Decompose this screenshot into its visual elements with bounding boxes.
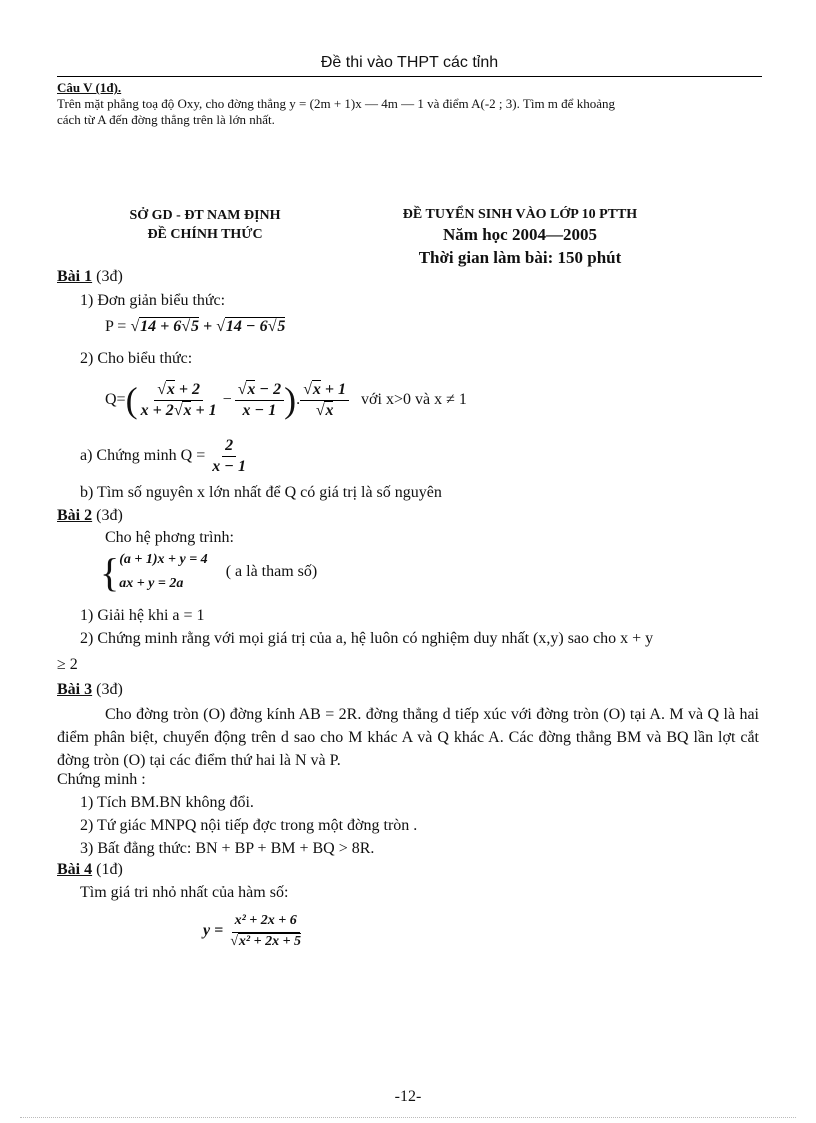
bai1-q2: 2) Cho biểu thức: [80, 350, 193, 367]
bai1-points: (3đ) [92, 268, 123, 285]
q-dot: . [296, 391, 301, 408]
header-rule [57, 76, 762, 77]
system-equations [119, 548, 207, 596]
q-prefix: Q= [105, 391, 126, 408]
q-minus: − [222, 391, 232, 408]
q-frac-2: $\frac{√x - 2}{x - 1}$ [235, 381, 284, 420]
exam-time: Thời gian làm bài: 150 phút [418, 248, 622, 267]
bai1-heading [57, 268, 123, 286]
cau5-line1: Trên mặt phẳng toạ độ Oxy, cho đờng thẳng y = (2m + 1)x — 4m — 1 và điểm A(-2 ; 3). Tìm m để khoảng [57, 96, 615, 111]
exam-official: ĐỀ CHÍNH THỨC [147, 227, 263, 242]
bai1-q1: 1) Đơn giản biểu thức: [80, 292, 226, 309]
y-prefix: y = [203, 922, 224, 939]
bai3-q3: 3) Bất đẳng thức: BN + BP + BM + BQ > 8R. [80, 840, 375, 857]
bai4-function [203, 906, 304, 956]
bai2-label: Bài 2 [57, 507, 93, 524]
bai1-p-expression [105, 318, 285, 336]
bai4-label: Bài 4 [57, 861, 93, 878]
exam-left-header [100, 206, 310, 244]
footer-dotted-line [20, 1117, 796, 1118]
bai2-q2: 2) Chứng minh rằng với mọi giá trị của a, hệ luôn có nghiệm duy nhất (x,y) sao cho x + y [80, 630, 654, 647]
bai4-points: (1đ) [92, 861, 123, 878]
bai4-heading [57, 861, 123, 879]
bai1-qa [80, 434, 249, 478]
page-header-title: Đề thi vào THPT các tỉnh [320, 54, 499, 71]
bai1-label: Bài 1 [57, 268, 93, 285]
q-frac-1: $\frac{√x + 2}{x + 2√x + 1}$ [140, 380, 217, 419]
qa-prefix: a) Chứng minh Q = [80, 447, 206, 464]
bai2-q1: 1) Giải hệ khi a = 1 [80, 607, 205, 624]
bai3-heading [57, 681, 123, 699]
qa-fraction: $\frac{2}{x - 1}$ [212, 436, 246, 475]
bai2-heading [57, 507, 123, 525]
cau5-label: Câu V (1đ). [57, 80, 122, 95]
bai3-q1: 1) Tích BM.BN không đổi. [80, 794, 254, 811]
bai1-q-expression: Q= ( $\frac{√x + 2}{x + 2√x + 1}$ − $\frac{√x - 2}{x - 1}$ ) . $\frac{√x + 1}{√x}$ với x>0 và x ≠ 1 [105, 380, 467, 420]
q-condition: với x>0 và x ≠ 1 [361, 391, 467, 408]
cau5-line2: cách từ A đến đờng thẳng trên là lớn nhất. [57, 112, 275, 127]
bai3-points: (3đ) [92, 681, 123, 698]
y-fraction [227, 913, 304, 950]
page-number: -12- [394, 1088, 422, 1105]
bai3-q2: 2) Tứ giác MNPQ nội tiếp đợc trong một đờng tròn . [80, 817, 418, 834]
system-brace: { [100, 549, 120, 595]
bai2-points: (3đ) [92, 507, 123, 524]
q-frac-3: $\frac{√x + 1}{√x}$ [300, 381, 349, 420]
system-param: ( a là tham số) [225, 563, 318, 580]
system-eq2: ax + y = 2a [119, 576, 184, 591]
p-prefix: P = [105, 318, 127, 335]
exam-right-header [360, 206, 680, 270]
bai2-intro: Cho hệ phơng trình: [105, 529, 234, 546]
exam-year: Năm học 2004—2005 [443, 225, 597, 244]
bai3-label: Bài 3 [57, 681, 93, 698]
bai1-qb: b) Tìm số nguyên x lớn nhất để Q có giá trị là số nguyên [80, 484, 442, 501]
exam-dept: SỞ GD - ĐT NAM ĐỊNH [129, 208, 281, 223]
cau5-section [57, 80, 762, 128]
bai2-system [100, 548, 317, 596]
y-numerator: x² + 2x + 6 [232, 913, 300, 933]
bai3-prove: Chứng minh : [57, 771, 146, 788]
system-eq1: (a + 1)x + y = 4 [119, 552, 208, 567]
p-root-2: √14 − 6√5 [216, 318, 286, 335]
exam-title: ĐỀ TUYỂN SINH VÀO LỚP 10 PTTH [402, 207, 638, 222]
p-plus: + [203, 318, 213, 335]
bai3-text: Cho đờng tròn (O) đờng kính AB = 2R. đờng thẳng d tiếp xúc với đờng tròn (O) tại A. M và Q là hai điểm phân biệt, chuyển động trên d sao cho M khác A và Q khác A. Các đờng thẳng BM và BQ lần lợt cắt đờng tròn (O) tại các điểm thứ hai là N và P. [57, 706, 759, 769]
bai4-text: Tìm giá tri nhỏ nhất của hàm số: [80, 884, 289, 901]
p-root-1: √14 + 6√5 [130, 318, 200, 335]
y-denominator: √x² + 2x + 5 [230, 933, 302, 949]
bai2-q2b: ≥ 2 [57, 656, 78, 673]
